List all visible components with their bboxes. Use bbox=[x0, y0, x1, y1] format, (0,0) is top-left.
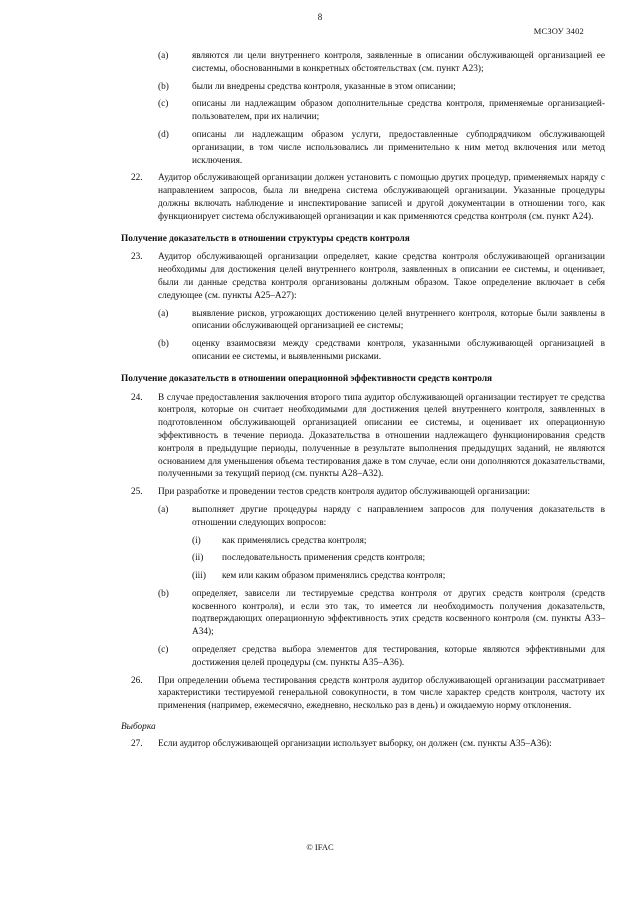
sub-list-item bbox=[121, 535, 605, 548]
section-heading: Получение доказательств в отношении операционной эффективности средств контроля bbox=[121, 373, 493, 384]
paragraph-number: 25. bbox=[131, 487, 143, 498]
paragraph-24 bbox=[121, 392, 605, 482]
item-text: описаны ли надлежащим образом дополнительные средства контроля, применяемые организацией-пользователем, при их наличии; bbox=[192, 99, 605, 123]
paragraph-number: 27. bbox=[131, 738, 143, 749]
item-marker: (iii) bbox=[192, 571, 206, 582]
list-item bbox=[121, 504, 605, 530]
section-heading: Получение доказательств в отношении структуры средств контроля bbox=[121, 233, 410, 244]
sub-list-item bbox=[121, 552, 605, 565]
item-marker: (i) bbox=[192, 535, 201, 546]
item-marker: (c) bbox=[158, 99, 169, 110]
paragraph-text: Аудитор обслуживающей организации определяет, какие средства контроля обслуживающей организации необходимы для достижения целей внутреннего контроля, заявленных в описании ее системы, и оценивает, были ли данные средства контроля организованы должным образом. Такое определение включает в себя следующее (см. пункты A25–A27): bbox=[158, 252, 605, 301]
item-text: кем или каким образом применялись средства контроля; bbox=[222, 571, 446, 582]
item-marker: (a) bbox=[158, 308, 169, 319]
paragraph-number: 26. bbox=[131, 675, 143, 686]
item-text: как применялись средства контроля; bbox=[222, 535, 367, 546]
paragraph-text: При разработке и проведении тестов средств контроля аудитор обслуживающей организации: bbox=[158, 487, 530, 498]
list-item bbox=[121, 50, 605, 76]
item-marker: (a) bbox=[158, 504, 169, 515]
item-marker: (a) bbox=[158, 51, 169, 61]
item-text: описаны ли надлежащим образом услуги, предоставленные субподрядчиком обслуживающей организации, в том числе использовались ли применительно к ним метод включения или метод исключения. bbox=[192, 129, 605, 166]
item-text: были ли внедрены средства контроля, указанные в этом описании; bbox=[192, 81, 456, 92]
item-text: являются ли цели внутреннего контроля, заявленные в описании обслуживающей организацией ее системы, обоснованными в конкретных обстоятельствах (см. пункт A23); bbox=[192, 51, 605, 74]
list-item bbox=[121, 81, 605, 94]
paragraph-text: Аудитор обслуживающей организации должен установить с помощью других процедур, применяемых наряду с направлением запросов, была ли внедрена система обслуживающей организации. Указанные процедуры должны включать наблюдение и инспектирование записей и другой документации в отношении того, как функционирует система обслуживающей организации и как применяются средства контроля (см. пункт A24). bbox=[158, 173, 605, 222]
paragraph-text: В случае предоставления заключения второго типа аудитор обслуживающей организации тестирует те средства контроля, которые он считает необходимыми для достижения целей внутреннего контроля, заявленных в подготовленном обслуживающей организацией описании ее системы, и оценивает их операционную эффективность в течение периода. Доказательства в отношении надлежащего функционирования средств контроля в предыдущие периоды, полученные в результате выполнения предыдущих заданий, не являются основанием для уменьшения объема тестирования даже в том случае, если они дополняются доказательствами, полученными за текущий период (см. пункты A28–A32). bbox=[158, 392, 605, 480]
copyright-footer: © IFAC bbox=[306, 842, 334, 852]
paragraph-number: 22. bbox=[131, 173, 143, 184]
item-text: выполняет другие процедуры наряду с направлением запросов для получения доказательств в отношении следующих вопросов: bbox=[192, 504, 605, 528]
item-text: определяет средства выбора элементов для тестирования, которые являются эффективными для достижения целей процедуры (см. пункты A35–A36). bbox=[192, 645, 605, 668]
paragraph-number: 24. bbox=[131, 392, 143, 403]
item-marker: (ii) bbox=[192, 553, 204, 564]
paragraph-22 bbox=[121, 172, 605, 223]
item-marker: (b) bbox=[158, 81, 169, 92]
subsection-heading: Выборка bbox=[121, 722, 156, 733]
item-marker: (c) bbox=[158, 645, 169, 656]
paragraph-text: Если аудитор обслуживающей организации использует выборку, он должен (см. пункты A35–A36): bbox=[158, 738, 552, 749]
item-text: оценку взаимосвязи между средствами контроля, указанными обслуживающей организацией в описании ее системы, и выявленными рисками. bbox=[192, 339, 605, 362]
paragraph-number: 23. bbox=[131, 252, 143, 263]
page-content bbox=[121, 50, 605, 756]
paragraph-text: При определении объема тестирования средств контроля аудитор обслуживающей организации рассматривает характеристики тестируемой генеральной совокупности, в том числе характер средств контроля, частоту их применения (например, ежемесячно, ежедневно, несколько раз в день) и ожидаемую норму отклонения. bbox=[158, 675, 605, 712]
list-item bbox=[121, 338, 605, 364]
list-item bbox=[121, 308, 605, 334]
paragraph-25 bbox=[121, 486, 605, 499]
item-text: определяет, зависели ли тестируемые средства контроля от других средств контроля (средств косвенного контроля), и если это так, то имеется ли необходимость получения доказательств, подтверждающих операционную эффективность этих средств косвенного контроля (см. пункты A33–A34); bbox=[192, 588, 605, 638]
paragraph-27 bbox=[121, 738, 605, 751]
item-marker: (d) bbox=[158, 129, 169, 140]
item-marker: (b) bbox=[158, 588, 169, 599]
document-code: МСЗОУ 3402 bbox=[533, 26, 584, 36]
paragraph-23 bbox=[121, 251, 605, 302]
item-text: выявление рисков, угрожающих достижению целей внутреннего контроля, которые были заявлены в описании обслуживающей организацией ее системы; bbox=[192, 308, 605, 332]
item-text: последовательность применения средств контроля; bbox=[222, 553, 426, 564]
list-item bbox=[121, 98, 605, 124]
list-item bbox=[121, 129, 605, 167]
item-marker: (b) bbox=[158, 339, 169, 350]
sub-list-item bbox=[121, 570, 605, 583]
page-number: 8 bbox=[317, 12, 323, 22]
list-item bbox=[121, 644, 605, 670]
list-item bbox=[121, 588, 605, 639]
paragraph-26 bbox=[121, 675, 605, 713]
